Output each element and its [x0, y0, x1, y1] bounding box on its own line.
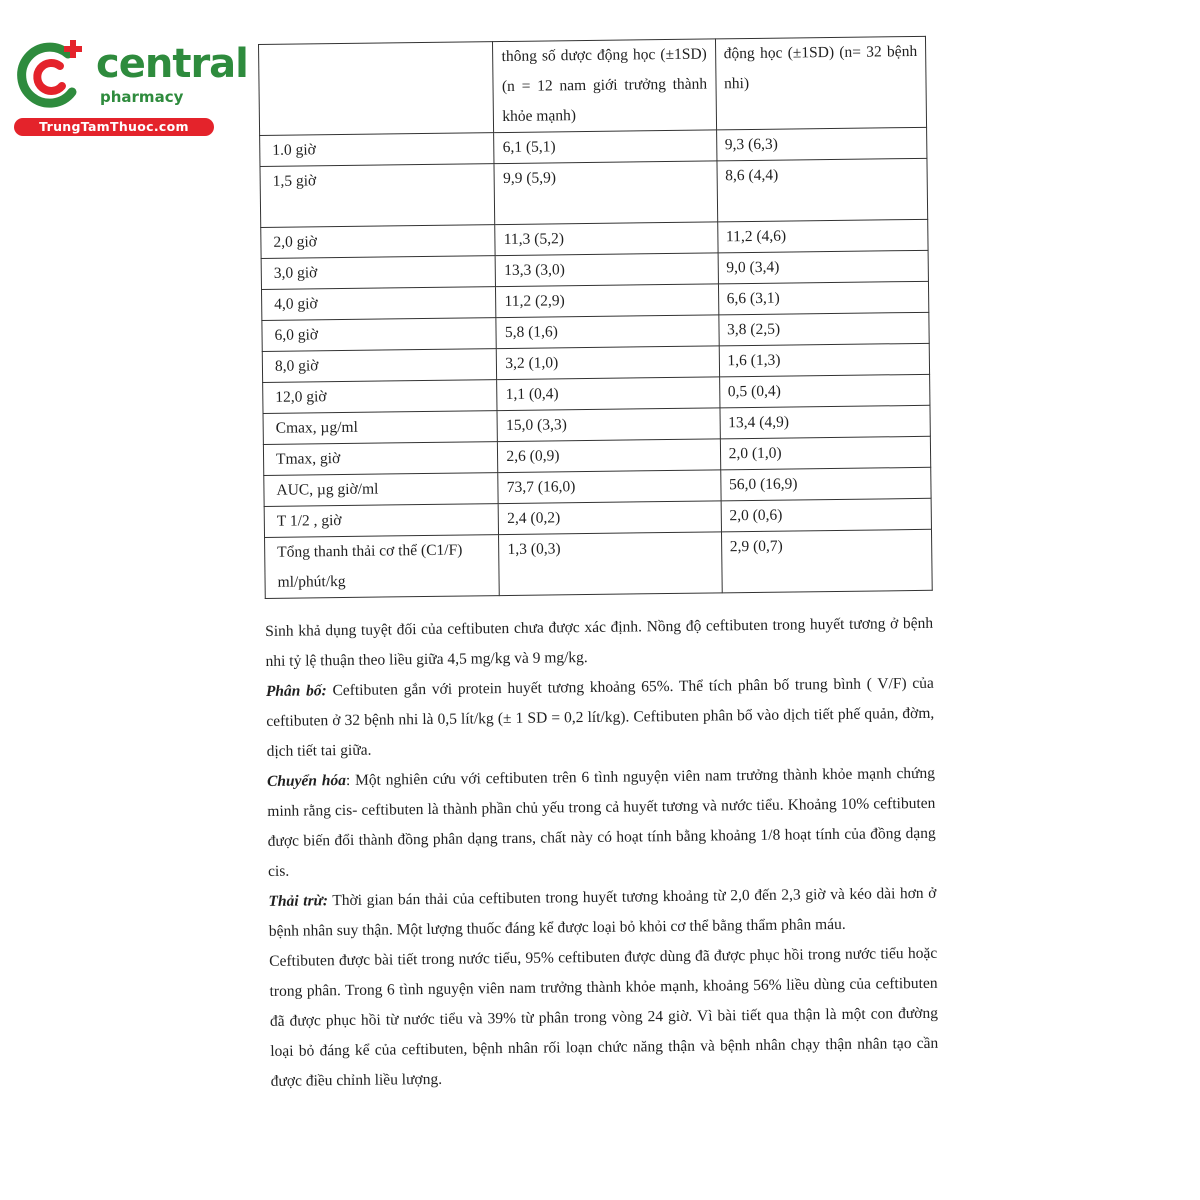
table-cell: 2,0 giờ [261, 225, 496, 259]
table-cell: 3,0 giờ [261, 256, 496, 290]
brand-name: central [96, 41, 248, 87]
table-row [260, 158, 928, 227]
table-cell: 2,4 (0,2) [499, 501, 722, 535]
table-cell: 3,8 (2,5) [718, 312, 929, 346]
table-cell: 9,9 (5,9) [494, 161, 717, 225]
table-cell: 6,0 giờ [262, 318, 497, 352]
table-cell: 15,0 (3,3) [497, 408, 720, 442]
paragraph [267, 759, 936, 887]
table-cell: 12,0 giờ [263, 380, 498, 414]
table-cell: 13,3 (3,0) [496, 253, 719, 287]
paragraph [269, 939, 939, 1097]
paragraph-label: Phân bố: [265, 682, 327, 700]
paragraph-text: : Một nghiên cứu với ceftibuten trên 6 tình nguyện viên nam trưởng thành khỏe mạnh chứng minh rằng cis- ceftibuten là thành phần chủ yếu trong cả huyết tương và nước tiểu. Khoảng 10% ceftibuten được biến đổi thành đồng phân dạng trans, chất này có hoạt tính bằng khoảng 1/8 hoạt tính của đồng dạng cis. [267, 764, 936, 880]
table-cell: 5,8 (1,6) [496, 315, 719, 349]
table-cell: 1.0 giờ [260, 133, 495, 167]
table-cell: 11,2 (4,6) [717, 219, 928, 253]
body-text [265, 609, 939, 1097]
table-cell: 9,3 (6,3) [716, 127, 927, 161]
document-page [258, 36, 961, 1097]
paragraph-label: Thải trừ: [268, 892, 329, 910]
table-cell: 13,4 (4,9) [720, 405, 931, 439]
table-cell: 2,0 (0,6) [721, 498, 932, 532]
table-cell: 11,3 (5,2) [495, 222, 718, 256]
brand-website: TrungTamThuoc.com [14, 118, 214, 136]
paragraph-text: Thời gian bán thải của ceftibuten trong huyết tương khoảng từ 2,0 đến 2,3 giờ và kéo dài hơn ở bệnh nhân suy thận. Một lượng thuốc đáng kể được loại bỏ khỏi cơ thể bằng thẩm phân máu. [268, 884, 937, 940]
table-cell: 8,6 (4,4) [717, 158, 928, 222]
paragraph [265, 609, 934, 677]
table-cell: 6,6 (3,1) [718, 281, 929, 315]
table-cell: 1,6 (1,3) [719, 343, 930, 377]
table-header-cell [259, 42, 495, 136]
paragraph-text: Ceftibuten được bài tiết trong nước tiểu, 95% ceftibuten được dùng đã được phục hồi trong nước tiểu hoặc trong phân. Trong 6 tình nguyện viên nam trưởng thành khỏe mạnh, khoảng 56% liều dùng của ceftibuten đã được phục hồi từ nước tiểu và 39% từ phân trong vòng 24 giờ. Vì bài tiết qua thận là một con đường loại bỏ đáng kể của ceftibuten, bệnh nhân rối loạn chức năng thận và bệnh nhân chạy thận nhân tạo cần được điều chỉnh liều lượng. [269, 944, 939, 1090]
table-cell: 73,7 (16,0) [498, 470, 721, 504]
brand-subtitle: pharmacy [100, 88, 184, 106]
table-cell: 11,2 (2,9) [496, 284, 719, 318]
paragraph-label: Chuyển hóa [266, 771, 347, 790]
table-header-cell: động học (±1SD) (n= 32 bệnh nhi) [715, 36, 927, 130]
table-cell: 2,6 (0,9) [498, 439, 721, 473]
table-cell: 4,0 giờ [261, 287, 496, 321]
table-header-cell: thông số dược động học (±1SD) (n = 12 nam giới trưởng thành khỏe mạnh) [493, 39, 716, 133]
table-cell: 3,2 (1,0) [497, 346, 720, 380]
brand-logo [10, 36, 248, 136]
table-cell: Cmax, µg/ml [263, 411, 498, 445]
table-cell: 2,0 (1,0) [720, 436, 931, 470]
table-cell: Tổng thanh thải cơ thể (C1/F) ml/phút/kg [265, 535, 500, 599]
table-cell: 1,1 (0,4) [497, 377, 720, 411]
table-cell: 0,5 (0,4) [719, 374, 930, 408]
table-cell: 1,3 (0,3) [499, 532, 722, 596]
pharmacokinetics-table [258, 36, 933, 599]
table-cell: 6,1 (5,1) [494, 130, 717, 164]
table-cell: Tmax, giờ [263, 442, 498, 476]
pharmacy-logo-icon [10, 36, 92, 118]
table-cell: 1,5 giờ [260, 164, 495, 228]
table-cell: 9,0 (3,4) [718, 250, 929, 284]
table-cell: 8,0 giờ [262, 349, 497, 383]
table-header-row [259, 36, 927, 135]
table-cell: 56,0 (16,9) [720, 467, 931, 501]
paragraph [266, 669, 935, 767]
table-row [265, 529, 933, 598]
table-cell: 2,9 (0,7) [721, 529, 932, 593]
table-cell: T 1/2 , giờ [264, 504, 499, 538]
paragraph-text: Ceftibuten gắn với protein huyết tương khoảng 65%. Thể tích phân bố trung bình ( V/F) của ceftibuten ở 32 bệnh nhi là 0,5 lít/kg (± 1 SD = 0,2 lít/kg). Ceftibuten phân bổ vào dịch tiết phế quản, đờm, dịch tiết tai giữa. [266, 674, 935, 760]
paragraph-text: Sinh khả dụng tuyệt đối của ceftibuten chưa được xác định. Nồng độ ceftibuten trong huyết tương ở bệnh nhi tỷ lệ thuận theo liều giữa 4,5 mg/kg và 9 mg/kg. [265, 614, 934, 670]
table-cell: AUC, µg giờ/ml [264, 473, 499, 507]
paragraph [268, 879, 937, 947]
